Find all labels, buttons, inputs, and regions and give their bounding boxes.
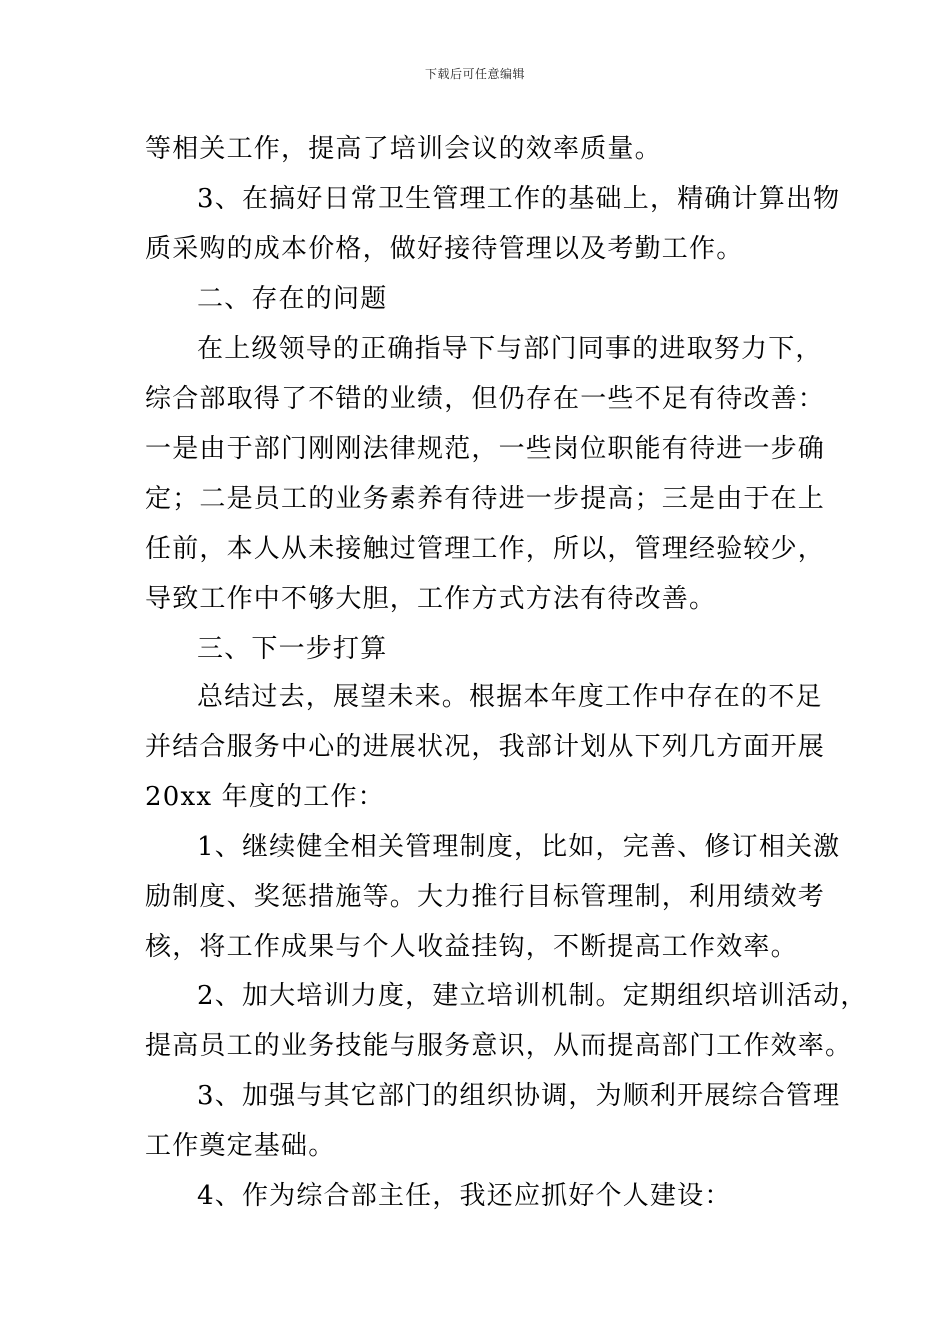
text-line: 1、继续健全相关管理制度，比如，完善、修订相关激 (197, 832, 841, 862)
text-line: 4、作为综合部主任，我还应抓好个人建设： (197, 1181, 732, 1211)
text-line: 励制度、奖惩措施等。大力推行目标管理制，利用绩效考 (145, 882, 826, 912)
text-line: 20xx 年度的工作： (145, 782, 385, 812)
text-line: 工作奠定基础。 (145, 1131, 336, 1161)
text-line: 任前，本人从未接触过管理工作，所以，管理经验较少， (145, 534, 826, 564)
text-line: 在上级领导的正确指导下与部门同事的进取努力下， (197, 334, 823, 364)
text-line: 导致工作中不够大胆，工作方式方法有待改善。 (145, 584, 717, 614)
text-line: 3、在搞好日常卫生管理工作的基础上，精确计算出物 (197, 184, 841, 214)
text-line: 3、加强与其它部门的组织协调，为顺利开展综合管理 (197, 1081, 841, 1111)
text-line: 一是由于部门刚刚法律规范，一些岗位职能有待进一步确 (145, 434, 826, 464)
text-line: 综合部取得了不错的业绩，但仍存在一些不足有待改善： (145, 384, 826, 414)
text-line: 并结合服务中心的进展状况，我部计划从下列几方面开展 (145, 732, 826, 762)
text-line: 提高员工的业务技能与服务意识，从而提高部门工作效率。 (145, 1031, 853, 1061)
text-line: 核，将工作成果与个人收益挂钩，不断提高工作效率。 (145, 932, 798, 962)
section-heading: 三、下一步打算 (197, 634, 388, 664)
section-heading: 二、存在的问题 (197, 284, 388, 314)
text-line: 2、加大培训力度，建立培训机制。定期组织培训活动， (197, 981, 868, 1011)
page-header-note: 下载后可任意编辑 (424, 67, 525, 81)
text-line: 等相关工作，提高了培训会议的效率质量。 (145, 134, 662, 164)
text-line: 总结过去，展望未来。根据本年度工作中存在的不足 (197, 682, 823, 712)
text-line: 定；二是员工的业务素养有待进一步提高；三是由于在上 (145, 484, 826, 514)
text-line: 质采购的成本价格，做好接待管理以及考勤工作。 (145, 234, 744, 264)
